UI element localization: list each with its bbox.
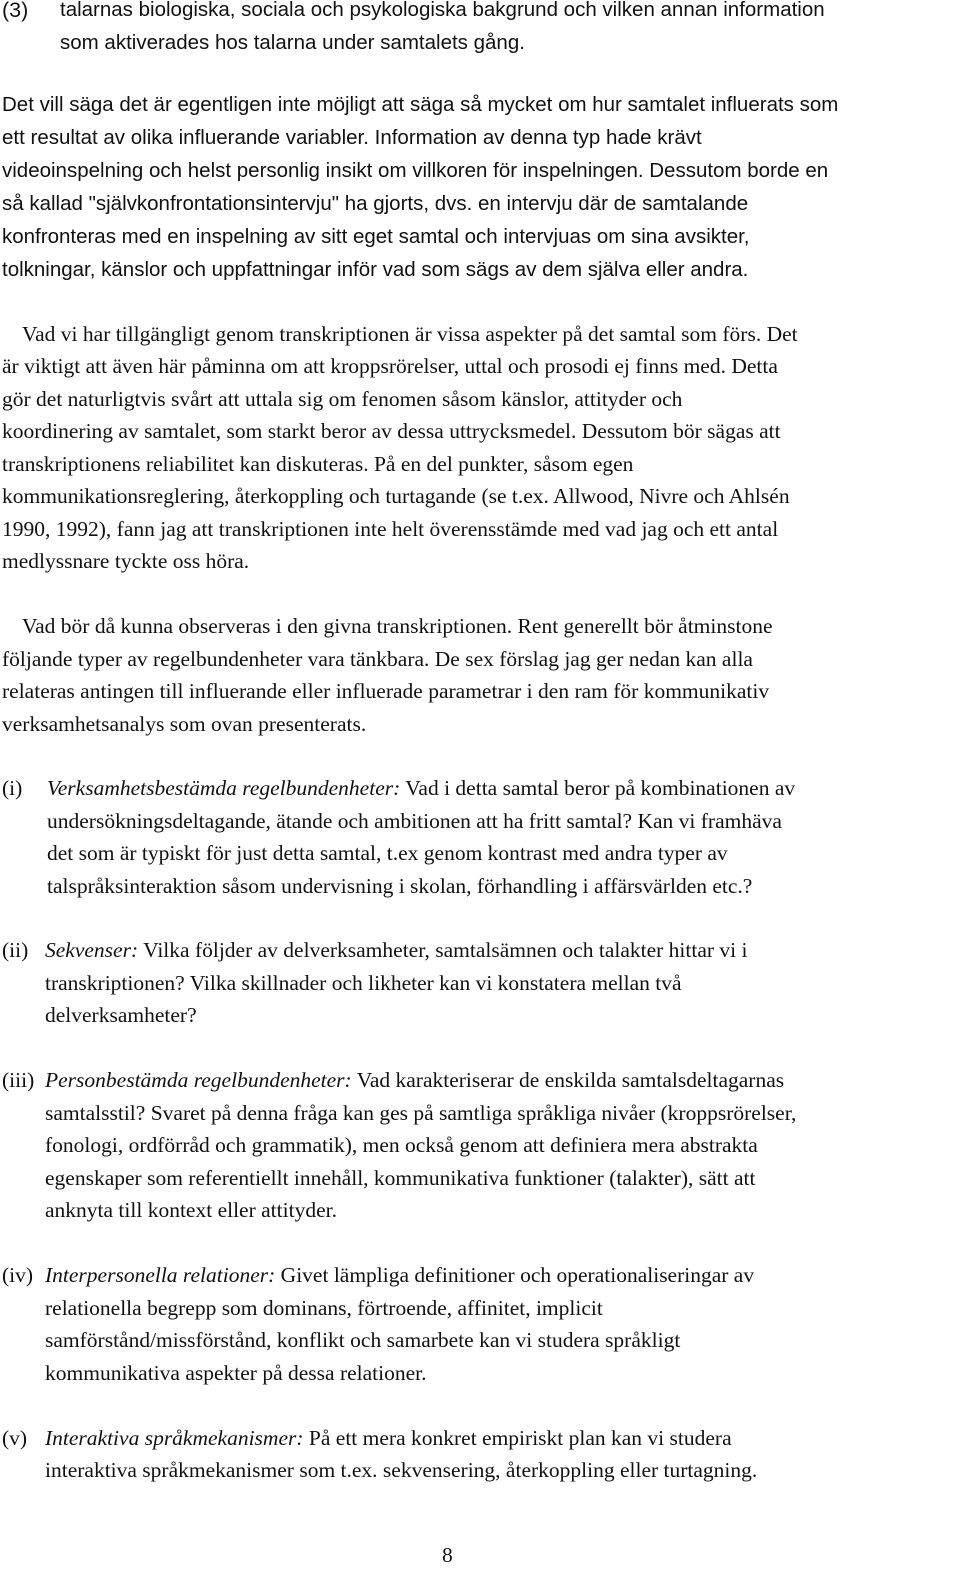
text-line: samtalsstil? Svaret på denna fråga kan ges på samtliga språkliga nivåer (kroppsrörelser, [45, 1101, 797, 1125]
text-line: följande typer av regelbundenheter vara tänkbara. De sex förslag jag ger nedan kan alla [2, 647, 753, 671]
text-line: delverksamheter? [45, 1003, 197, 1027]
text-line: Vad vi har tillgängligt genom transkriptionen är vissa aspekter på det samtal som förs. Det [22, 322, 798, 346]
list-item-number: (i) [2, 776, 23, 800]
list-item-text: Vilka följder av delverksamheter, samtalsämnen och talakter hittar vi i [138, 938, 748, 962]
text-line: fonologi, ordförråd och grammatik), men också genom att definiera mera abstrakta [45, 1133, 758, 1157]
text-line: relateras antingen till influerande eller influerade parametrar i den ram för kommunikativ [2, 679, 770, 703]
text-line: konfronteras med en inspelning av sitt eget samtal och intervjuas om sina avsikter, [2, 225, 750, 248]
text-line: relationella begrepp som dominans, förtroende, affinitet, implicit [45, 1296, 603, 1320]
list-item-text: Givet lämpliga definitioner och operationaliseringar av [275, 1263, 755, 1287]
list-item-text: Vad karakteriserar de enskilda samtalsdeltagarnas [351, 1068, 785, 1092]
list-item-first-line [47, 778, 795, 800]
text-line: medlyssnare tyckte oss höra. [2, 549, 250, 573]
list-item-text: På ett mera konkret empiriskt plan kan vi studera [303, 1426, 732, 1450]
text-line: videoinspelning och helst personlig insikt om villkoren för inspelningen. Dessutom borde en [2, 159, 829, 182]
text-line: samförstånd/missförstånd, konflikt och samarbete kan vi studera språkligt [45, 1328, 681, 1352]
text-line: talspråksinteraktion såsom undervisning i skolan, förhandling i affärsvärlden etc.? [47, 874, 753, 898]
list-item-number: (3) [2, 0, 29, 22]
list-item-title: Interpersonella relationer: [45, 1263, 276, 1287]
text-line: undersökningsdeltagande, ätande och ambitionen att ha fritt samtal? Kan vi framhäva [47, 809, 782, 833]
text-line: talarnas biologiska, sociala och psykologiska bakgrund och vilken annan information [60, 0, 825, 21]
text-line: kommunikativa aspekter på dessa relationer. [45, 1361, 427, 1385]
list-item-first-line [45, 1070, 784, 1092]
list-item-first-line [45, 940, 748, 962]
text-line: koordinering av samtalet, som starkt beror av dessa uttrycksmedel. Dessutom bör sägas att [2, 419, 781, 443]
list-item-title: Verksamhetsbestämda regelbundenheter: [47, 776, 401, 800]
text-line: 1990, 1992), fann jag att transkriptionen inte helt överensstämde med vad jag och ett antal [2, 517, 779, 541]
list-item-number: (iv) [2, 1263, 34, 1287]
list-item-number: (v) [2, 1426, 28, 1450]
text-line: transkriptionens reliabilitet kan diskuteras. På en del punkter, såsom egen [2, 452, 634, 476]
page-number: 8 [442, 1543, 453, 1567]
text-line: transkriptionen? Vilka skillnader och likheter kan vi konstatera mellan två [45, 971, 682, 995]
text-line: kommunikationsreglering, återkoppling och turtagande (se t.ex. Allwood, Nivre och Ahlsén [2, 484, 790, 508]
list-item-first-line [45, 1265, 754, 1287]
list-item-number: (ii) [2, 938, 29, 962]
text-line: ett resultat av olika influerande variabler. Information av denna typ hade krävt [2, 126, 702, 149]
text-line: är viktigt att även här påminna om att kroppsrörelser, uttal och prosodi ej finns med. Detta [2, 354, 778, 378]
text-line: tolkningar, känslor och uppfattningar inför vad som sägs av dem själva eller andra. [2, 258, 749, 281]
text-line: egenskaper som referentiellt innehåll, kommunikativa funktioner (talakter), sätt att [45, 1166, 756, 1190]
text-line: så kallad "självkonfrontationsintervju" ha gjorts, dvs. en intervju där de samtalande [2, 192, 749, 215]
list-item-text: Vad i detta samtal beror på kombinationen av [400, 776, 796, 800]
text-line: Vad bör då kunna observeras i den givna transkriptionen. Rent generellt bör åtminstone [22, 614, 773, 638]
text-line: interaktiva språkmekanismer som t.ex. sekvensering, återkoppling eller turtagning. [45, 1458, 758, 1482]
text-line: Det vill säga det är egentligen inte möjligt att säga så mycket om hur samtalet influerats som [2, 93, 839, 116]
text-line: som aktiverades hos talarna under samtalets gång. [60, 31, 525, 54]
list-item-title: Personbestämda regelbundenheter: [45, 1068, 352, 1092]
text-line: verksamhetsanalys som ovan presenterats. [2, 712, 367, 736]
text-line: anknyta till kontext eller attityder. [45, 1198, 337, 1222]
list-item-title: Interaktiva språkmekanismer: [45, 1426, 304, 1450]
text-line: gör det naturligtvis svårt att uttala sig om fenomen såsom känslor, attityder och [2, 387, 683, 411]
list-item-first-line [45, 1428, 732, 1450]
list-item-title: Sekvenser: [45, 938, 139, 962]
list-item-number: (iii) [2, 1068, 35, 1092]
text-line: det som är typiskt för just detta samtal, t.ex genom kontrast med andra typer av [47, 841, 728, 865]
